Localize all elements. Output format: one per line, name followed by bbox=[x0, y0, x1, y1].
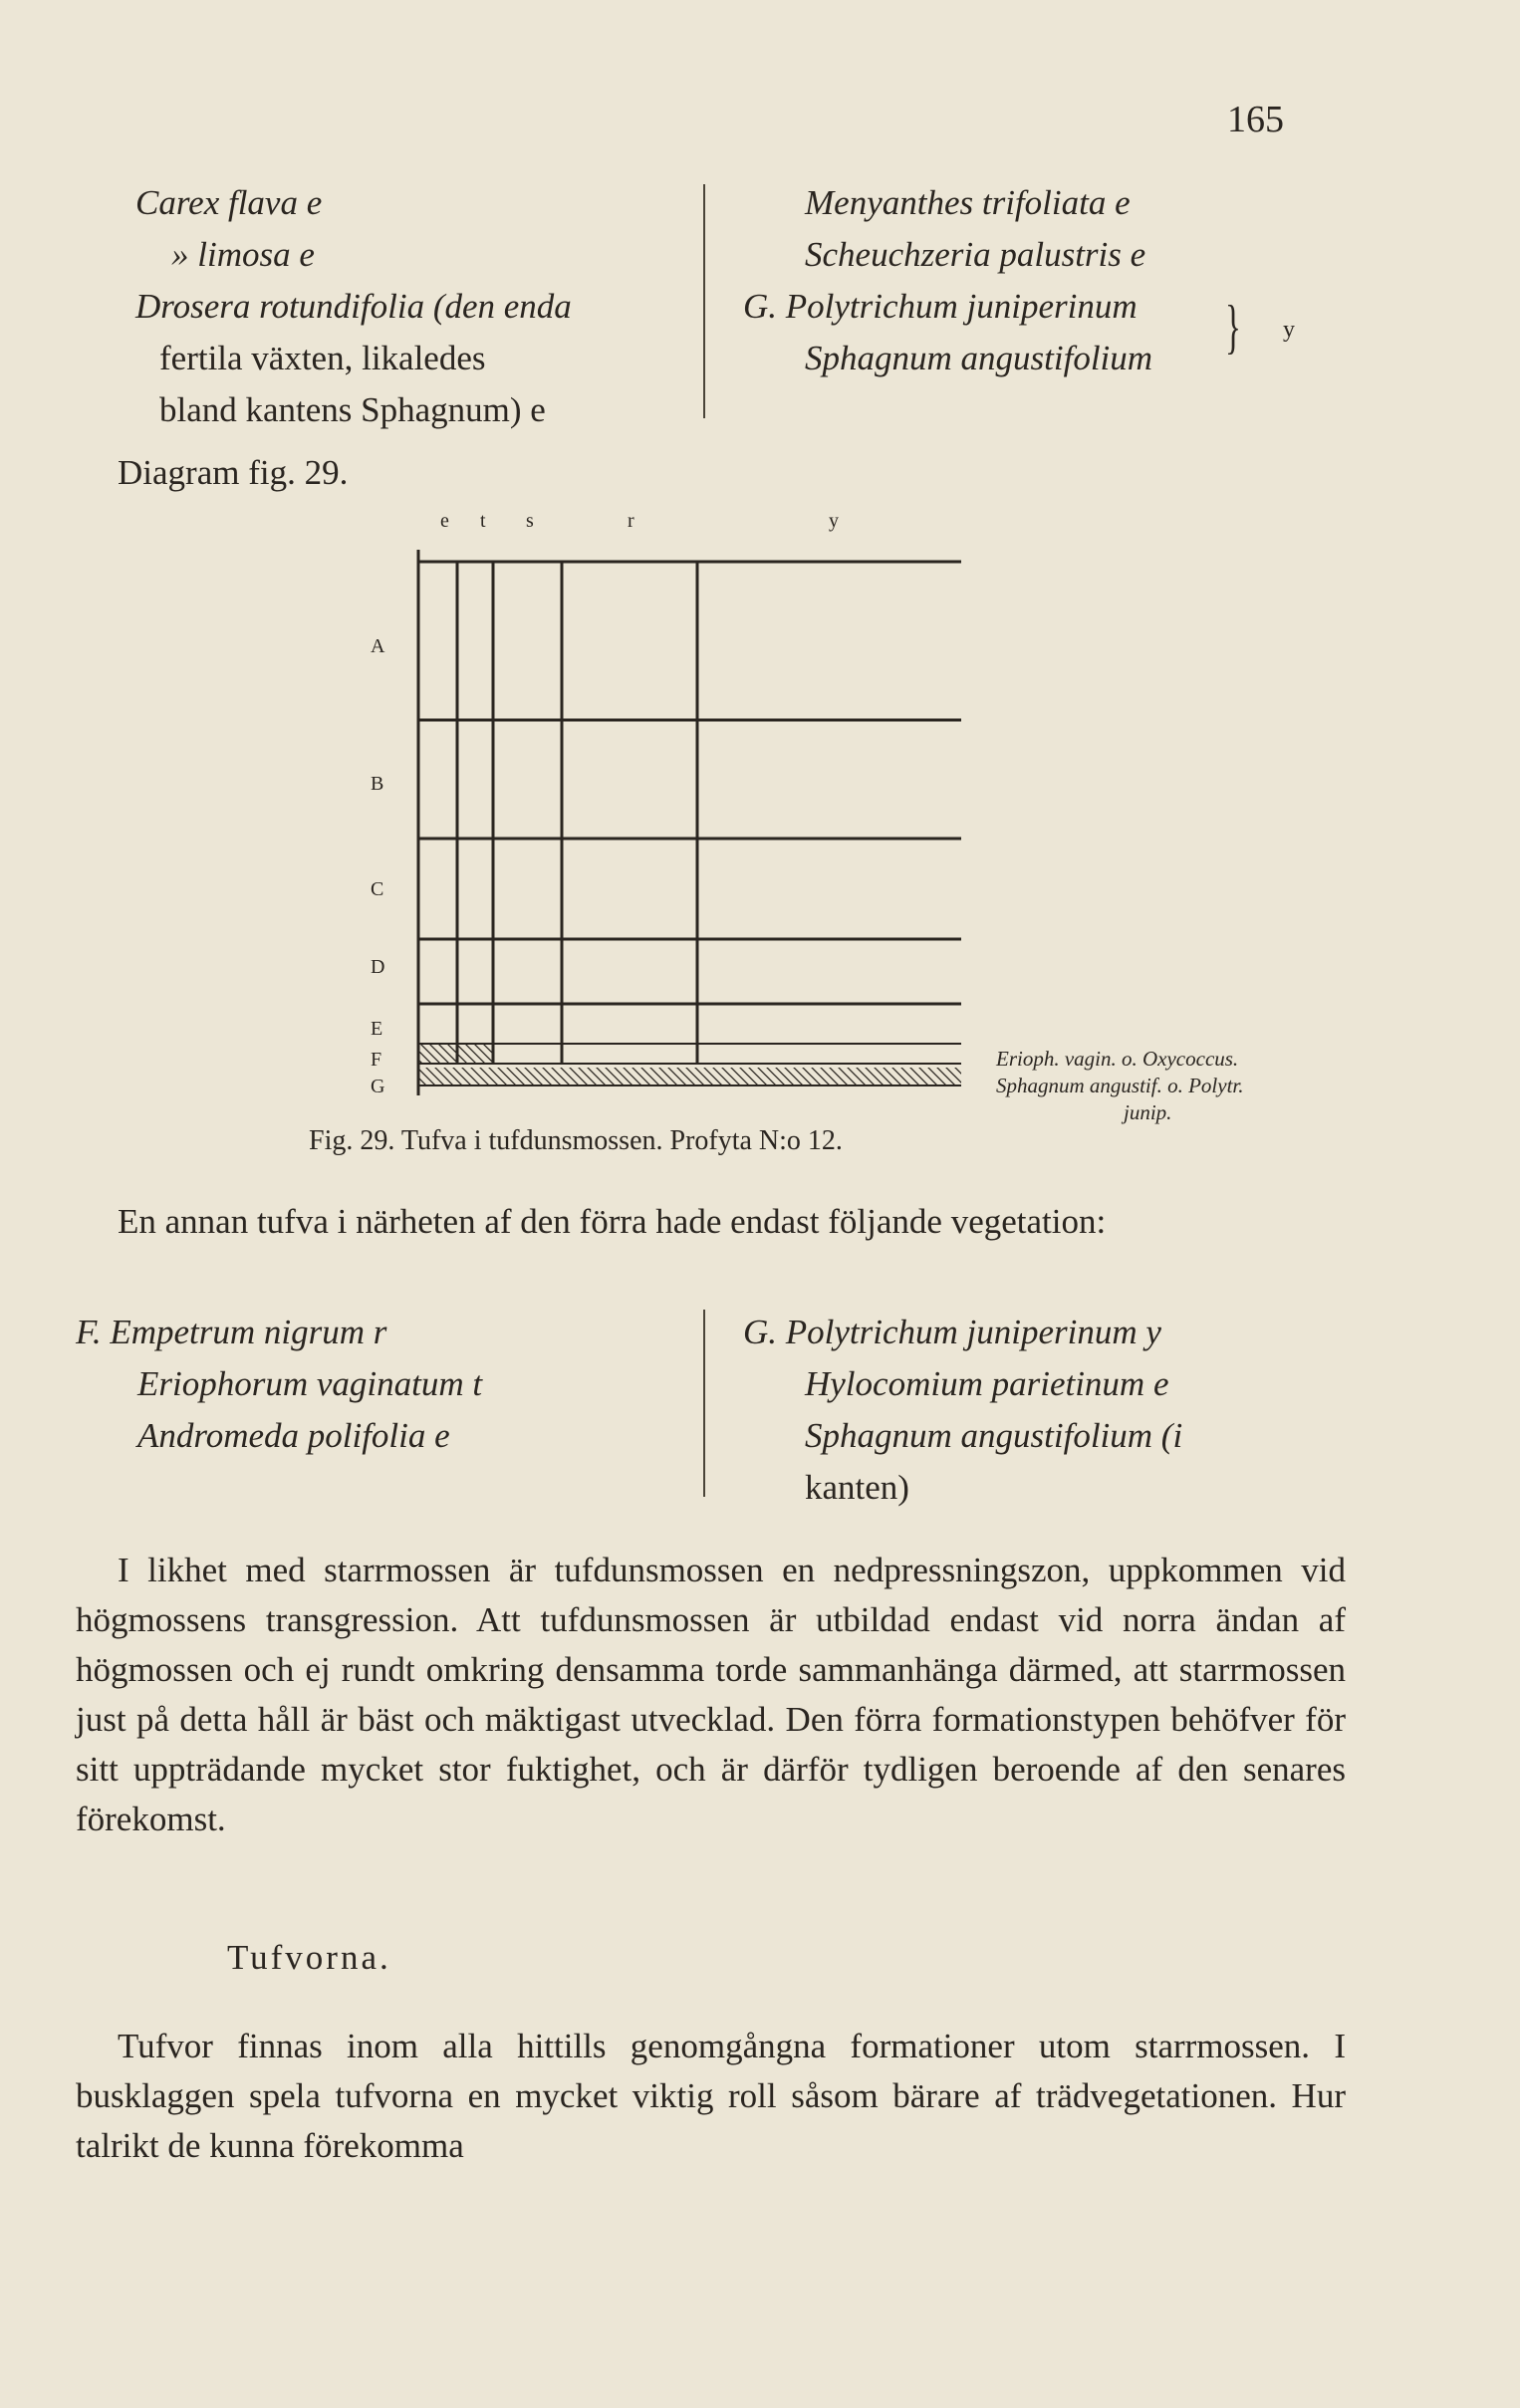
column-divider bbox=[703, 184, 705, 418]
lower-list-left bbox=[76, 1307, 482, 1462]
list-item: Andromeda polifolia e bbox=[137, 1416, 450, 1455]
intro-paragraph: En annan tufva i närheten af den förra hade endast följande vegetation: bbox=[118, 1202, 1107, 1241]
figure-caption: Fig. 29. Tufva i tufdunsmossen. Profyta N:o 12. bbox=[309, 1125, 843, 1156]
list-item: bland kantens Sphagnum) e bbox=[159, 390, 546, 429]
list-item: » limosa e bbox=[171, 235, 315, 274]
list-item: Drosera rotundifolia (den enda bbox=[135, 287, 572, 326]
row-letter: G bbox=[371, 1076, 385, 1097]
diagram-legend bbox=[996, 1046, 1244, 1126]
section-heading: Tufvorna. bbox=[227, 1938, 391, 1977]
upper-list-right bbox=[743, 177, 1152, 384]
list-item: fertila växten, likaledes bbox=[159, 339, 486, 377]
list-item: F. Empetrum nigrum r bbox=[76, 1313, 387, 1351]
row-letter: E bbox=[371, 1018, 383, 1040]
tussock-diagram bbox=[398, 538, 996, 1115]
row-letter: A bbox=[371, 635, 385, 657]
list-item: Sphagnum angustifolium bbox=[805, 339, 1153, 377]
list-item: kanten) bbox=[805, 1468, 909, 1507]
legend-entry: junip. bbox=[1124, 1100, 1172, 1124]
body-paragraph: I likhet med starrmossen är tufdunsmossen en nedpressningszon, uppkommen vid högmossens transgression. Att tufdunsmossen är utbildad endast vid norra ändan af högmossen och ej rundt omkring densamma torde sammanhänga därmed, att starrmossen just på detta håll är bäst och mäktigast utvecklad. Den förra formationstypen behöfver för sitt uppträdande mycket stor fuktighet, och är därför tydligen beroende af den senares förekomst. bbox=[76, 1551, 1346, 1838]
list-item: Carex flava e bbox=[135, 183, 323, 222]
list-item: Scheuchzeria palustris e bbox=[805, 235, 1146, 274]
lower-list-right bbox=[743, 1307, 1182, 1514]
list-item: Eriophorum vaginatum t bbox=[137, 1364, 483, 1403]
top-letter: s bbox=[526, 510, 535, 532]
page-number: 165 bbox=[1227, 99, 1284, 140]
list-item: Sphagnum angustifolium (i bbox=[805, 1416, 1183, 1455]
body-paragraph: Tufvor finnas inom alla hittills genomgångna formationer utom starrmossen. I busklaggen spela tufvorna en mycket viktig roll såsom bärare af trädvegetationen. Hur talrikt de kunna förekomma bbox=[76, 2027, 1346, 2165]
legend-entry: Sphagnum angustif. o. Polytr. bbox=[996, 1074, 1244, 1097]
brace: } bbox=[1225, 294, 1241, 360]
list-item: Menyanthes trifoliata e bbox=[805, 183, 1131, 222]
abundance-mark: y bbox=[1283, 317, 1295, 343]
legend-entry: Erioph. vagin. o. Oxycoccus. bbox=[996, 1047, 1239, 1071]
list-item: Hylocomium parietinum e bbox=[805, 1364, 1169, 1403]
diagram-title: Diagram fig. 29. bbox=[118, 453, 349, 492]
row-letter: C bbox=[371, 878, 384, 900]
hatched-layer bbox=[418, 1068, 961, 1085]
row-letter: D bbox=[371, 956, 385, 978]
list-item: G. Polytrichum juniperinum y bbox=[743, 1313, 1161, 1351]
column-divider bbox=[703, 1310, 705, 1497]
top-letter: y bbox=[829, 510, 840, 532]
top-letter: t bbox=[480, 510, 487, 532]
row-letter: F bbox=[371, 1049, 382, 1071]
upper-list-left bbox=[135, 177, 572, 436]
list-item: G. Polytrichum juniperinum bbox=[743, 287, 1138, 326]
row-letter: B bbox=[371, 773, 384, 795]
top-letter: e bbox=[440, 510, 450, 532]
top-letter: r bbox=[628, 510, 635, 532]
hatched-layer bbox=[418, 1044, 493, 1064]
